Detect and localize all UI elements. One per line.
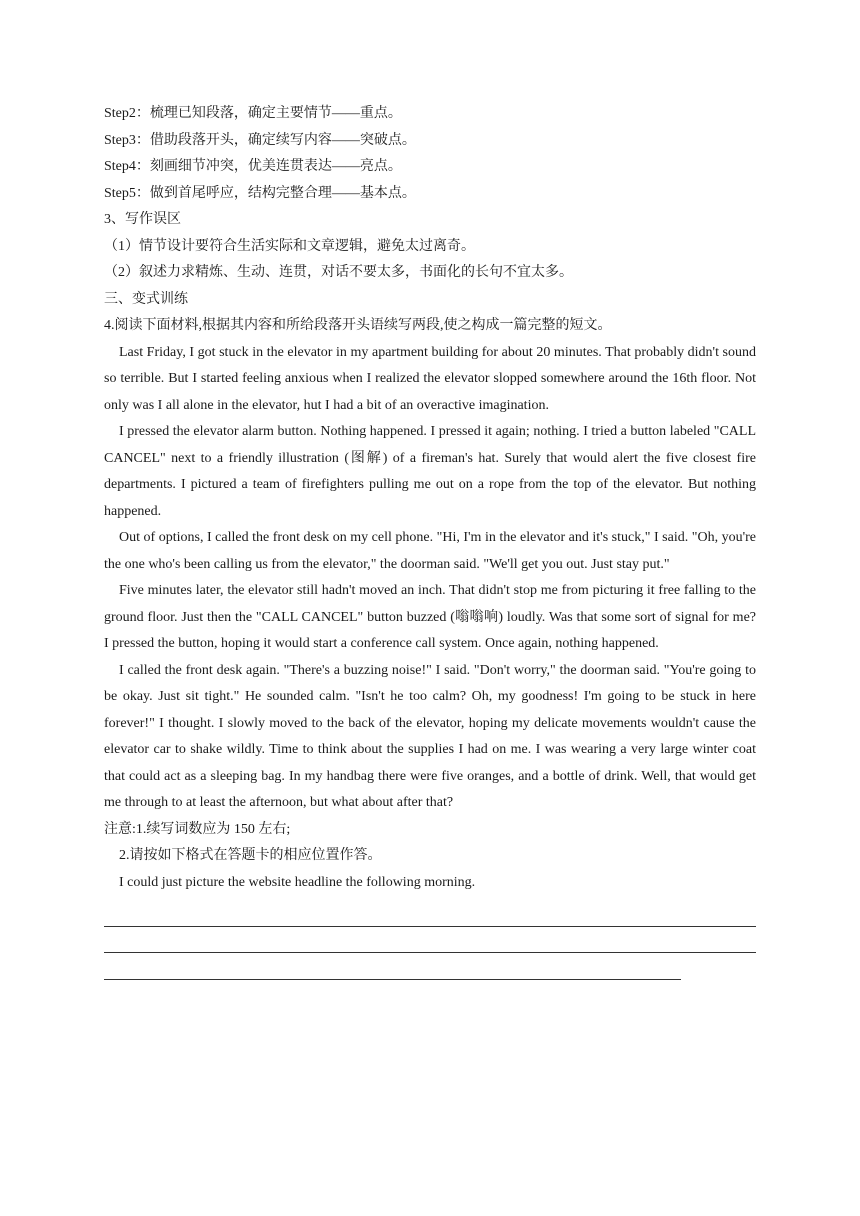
step-5: Step5：做到首尾呼应，结构完整合理——基本点。 bbox=[104, 185, 416, 201]
section-3-title: 3、写作误区 bbox=[104, 212, 181, 227]
step-3: Step3：借助段落开头，确定续写内容——突破点。 bbox=[104, 132, 416, 148]
document-page bbox=[104, 101, 756, 980]
answer-line-1[interactable] bbox=[104, 900, 756, 927]
passage-paragraph-1: Last Friday, I got stuck in the elevator in my apartment building for about 20 minutes. That probably didn't sound so terrible. But I started feeling anxious when I realized the elevator slopped somewhere around the 16th floor. Not only was I all alone in the elevator, hut I had a bit of an overactive imagination. bbox=[104, 344, 756, 413]
answer-line-2[interactable] bbox=[104, 927, 756, 954]
part-3-title: 三、变式训练 bbox=[104, 291, 188, 307]
step-4: Step4：刻画细节冲突，优美连贯表达——亮点。 bbox=[104, 159, 402, 174]
note-2: 2.请按如下格式在答题卡的相应位置作答。 bbox=[119, 848, 382, 863]
passage-paragraph-4: Five minutes later, the elevator still hadn't moved an inch. That didn't stop me from picturing it free falling to the ground floor. Just then the "CALL CANCEL" button buzzed (嗡嗡响) loudly. Was that some sort of signal for me? I pressed the button, hoping it would start a conference call system. Once again, nothing happened. bbox=[104, 583, 756, 651]
passage-paragraph-5: I called the front desk again. "There's a buzzing noise!" I said. "Don't worry," the doorman said. "You're going to be okay. Just sit tight." He sounded calm. "Isn't he too calm? Oh, my goodness! I'm going to be stuck in here forever!" I thought. I slowly moved to the back of the elevator, hoping my delicate movements wouldn't cause the elevator car to shake wildly. Time to think about the supplies I had on me. I was wearing a very large winter coat that could act as a sleeping bag. In my handbag there were five oranges, and a bottle of drink. Well, that would get me through to at least the afternoon, but what about after that? bbox=[104, 662, 756, 810]
step-2: Step2：梳理已知段落，确定主要情节——重点。 bbox=[104, 106, 402, 121]
question-prompt: 4.阅读下面材料,根据其内容和所给段落开头语续写两段,使之构成一篇完整的短文。 bbox=[104, 318, 612, 333]
note-1: 注意:1.续写词数应为 150 左右; bbox=[104, 821, 291, 837]
pitfall-1: （1）情节设计要符合生活实际和文章逻辑，避免太过离奇。 bbox=[104, 238, 475, 254]
passage-paragraph-2: I pressed the elevator alarm button. Nothing happened. I pressed it again; nothing. I tried a button labeled "CALL CANCEL" next to a friendly illustration (图解) of a fireman's hat. Surely that would alert the five closest fire departments. I pictured a team of firefighters pulling me out on a rope from the top of the elevator. But nothing happened. bbox=[104, 424, 756, 519]
pitfall-2: （2）叙述力求精炼、生动、连贯，对话不要太多，书面化的长句不宜太多。 bbox=[104, 265, 573, 280]
passage-paragraph-3: Out of options, I called the front desk on my cell phone. "Hi, I'm in the elevator and it's stuck," I said. "Oh, you're the one who's been calling us from the elevator," the doorman said. "We'll get you out. Just stay put." bbox=[104, 530, 756, 572]
answer-line-3[interactable] bbox=[104, 953, 681, 980]
opening-sentence: I could just picture the website headline the following morning. bbox=[119, 874, 476, 890]
